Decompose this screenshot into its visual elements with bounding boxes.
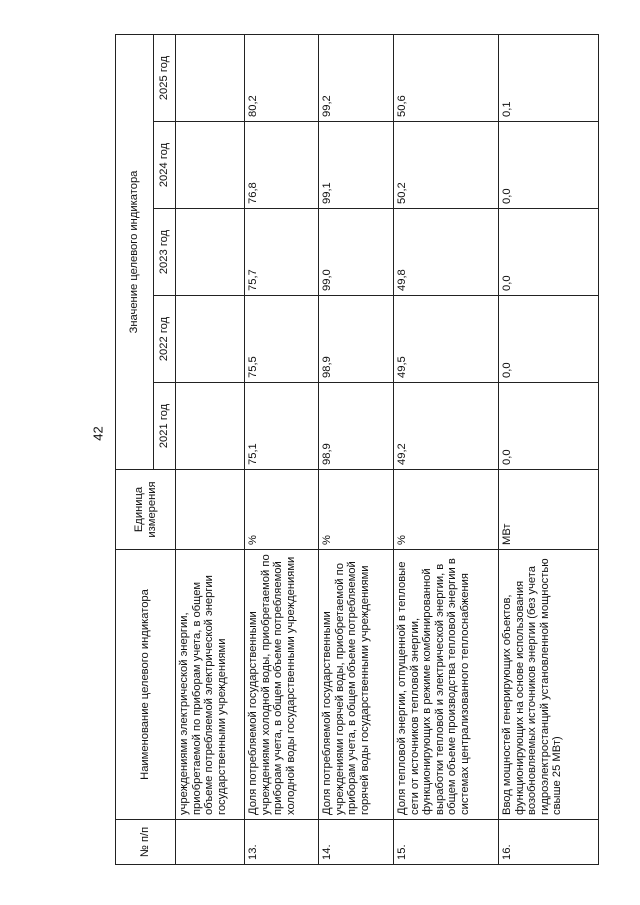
header-row-1 — [116, 35, 154, 865]
value-cell: 49,8 — [394, 209, 499, 296]
value-cell: 99,1 — [319, 122, 394, 209]
header-year: 2024 год — [154, 122, 176, 209]
row-number — [176, 820, 245, 865]
value-cell: 98,9 — [319, 296, 394, 383]
table-row — [499, 35, 599, 865]
header-no: № п/п — [116, 820, 176, 865]
rotated-table-container — [115, 35, 600, 865]
unit-cell: МВт — [499, 470, 599, 550]
value-cell: 0,0 — [499, 383, 599, 470]
value-cell: 98,9 — [319, 383, 394, 470]
indicator-name: Доля тепловой энергии, отпущенной в тепловые сети от источников тепловой энергии, функционирующих в режиме комбинированной выработки тепловой и электрической энергии, в общем объеме производства тепловой энергии в системах централизованного теплоснабжения — [394, 550, 499, 820]
table-row — [245, 35, 319, 865]
value-cell: 75,5 — [245, 296, 319, 383]
value-cell — [176, 209, 245, 296]
unit-cell: % — [394, 470, 499, 550]
value-cell — [176, 122, 245, 209]
unit-cell: % — [319, 470, 394, 550]
target-indicators-table — [115, 34, 599, 865]
row-number: 16. — [499, 820, 599, 865]
value-cell: 0,0 — [499, 209, 599, 296]
value-cell: 75,1 — [245, 383, 319, 470]
value-cell: 50,2 — [394, 122, 499, 209]
table-row — [319, 35, 394, 865]
header-year: 2023 год — [154, 209, 176, 296]
value-cell — [176, 296, 245, 383]
unit-cell — [176, 470, 245, 550]
table-row — [394, 35, 499, 865]
value-cell: 99,0 — [319, 209, 394, 296]
indicator-name: Доля потребляемой государственными учреждениями горячей воды, приобретаемой по приборам учета, в общем объеме потребляемой горячей воды государственными учреждениями — [319, 550, 394, 820]
value-cell: 0,1 — [499, 35, 599, 122]
row-number: 13. — [245, 820, 319, 865]
value-cell: 49,2 — [394, 383, 499, 470]
page-number: 42 — [90, 426, 106, 441]
row-number: 15. — [394, 820, 499, 865]
header-target-value: Значение целевого индикатора — [116, 35, 154, 470]
unit-cell: % — [245, 470, 319, 550]
value-cell: 0,0 — [499, 122, 599, 209]
value-cell: 75,7 — [245, 209, 319, 296]
header-unit: Единица измерения — [116, 470, 176, 550]
row-number: 14. — [319, 820, 394, 865]
header-name: Наименование целевого индикатора — [116, 550, 176, 820]
header-year: 2021 год — [154, 383, 176, 470]
value-cell — [176, 383, 245, 470]
indicator-name: Ввод мощностей генерирующих объектов, функционирующих на основе использования возобновляемых источников энергии (без учета гидроэлектростанций установленной мощностью свыше 25 МВт) — [499, 550, 599, 820]
value-cell: 80,2 — [245, 35, 319, 122]
table-row — [176, 35, 245, 865]
value-cell: 76,8 — [245, 122, 319, 209]
value-cell — [176, 35, 245, 122]
indicator-name: Доля потребляемой государственными учреждениями холодной воды, приобретаемой по приборам учета, в общем объеме потребляемой холодной воды государственными учреждениями — [245, 550, 319, 820]
header-year: 2025 год — [154, 35, 176, 122]
header-year: 2022 год — [154, 296, 176, 383]
value-cell: 0,0 — [499, 296, 599, 383]
indicator-name: учреждениями электрической энергии, приобретаемой по приборам учета, в общем объеме потребляемой электрической энергии государственными учреждениями — [176, 550, 245, 820]
value-cell: 49,5 — [394, 296, 499, 383]
value-cell: 99,2 — [319, 35, 394, 122]
value-cell: 50,6 — [394, 35, 499, 122]
